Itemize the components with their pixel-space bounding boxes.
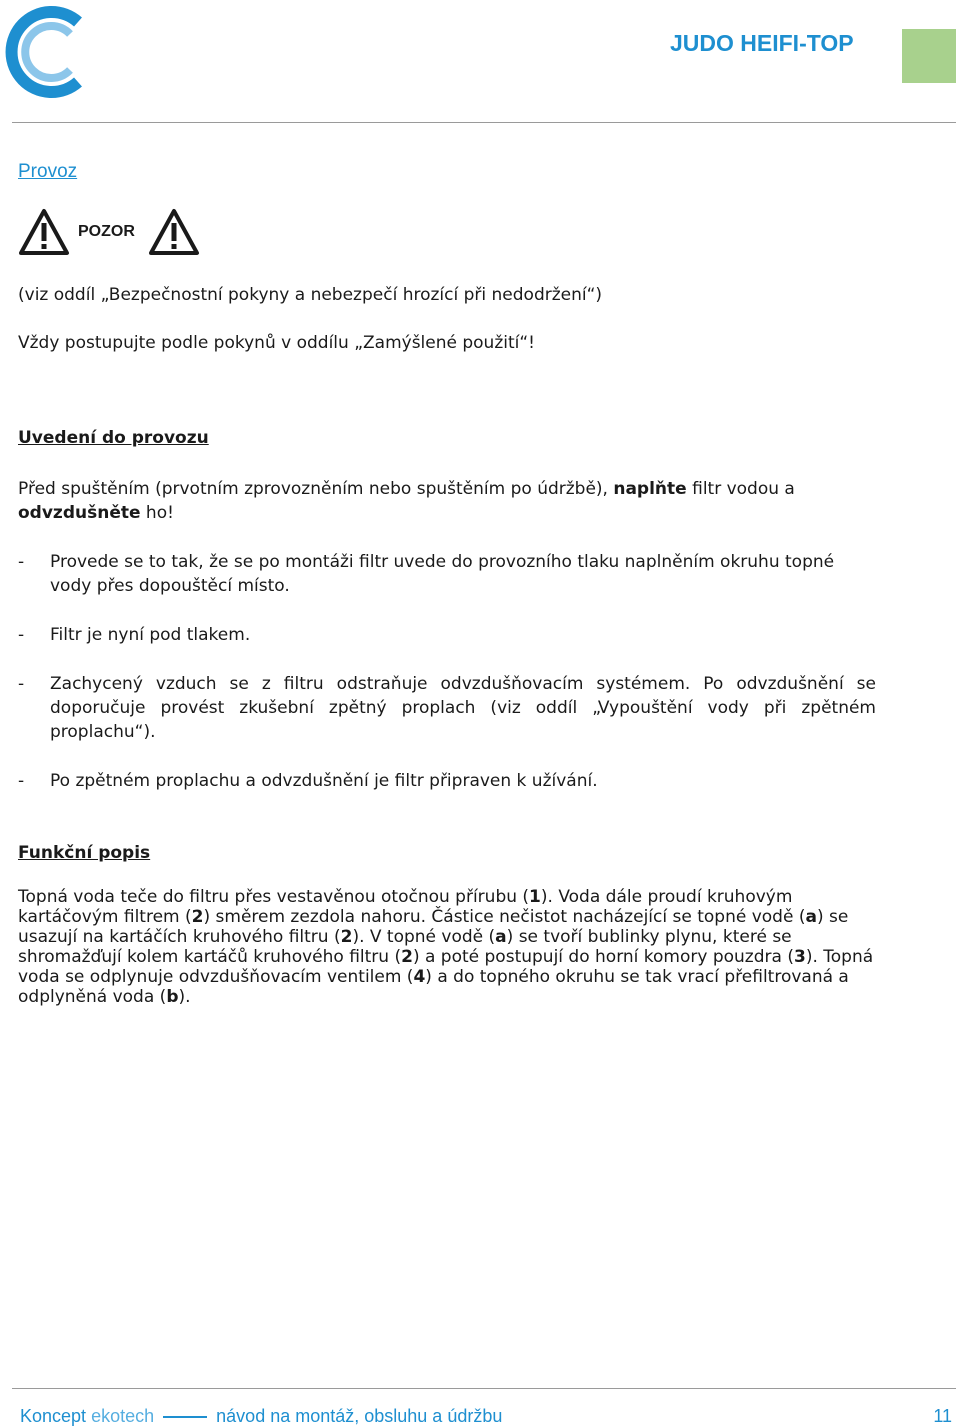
- commissioning-intro: Před spuštěním (prvotním zprovozněním nebo spuštěním po údržbě), naplňte filtr vodou a odvzdušněte ho!: [18, 479, 795, 523]
- intended-use-text: Vždy postupujte podle pokynů v oddílu „Zamýšlené použití“!: [18, 333, 535, 353]
- list-item: - Provede se to tak, že se po montáži filtr uvede do provozního tlaku naplněním okruhu topné vody přes dopouštěcí místo.: [18, 552, 835, 596]
- warning-triangle-icon: [18, 207, 70, 257]
- header-divider: [12, 122, 956, 123]
- footer-concept: Koncept: [20, 1406, 87, 1426]
- warning-triangle-icon: [148, 207, 200, 257]
- brand-green-box: [902, 29, 956, 83]
- warning-label: POZOR: [78, 223, 135, 240]
- footer-dash: [163, 1416, 207, 1418]
- footer-text: [20, 1406, 502, 1427]
- company-logo: [4, 4, 92, 100]
- list-item: - Zachycený vzduch se z filtru odstraňuje odvzdušňovacím systémem. Po odvzdušnění se doporučuje provést zkušební zpětný proplach (viz oddíl „Vypouštění vody při zpětném proplachu“).: [18, 674, 876, 742]
- footer-divider: [12, 1388, 956, 1389]
- function-description: Topná voda teče do filtru přes vestavěnou otočnou přírubu (1). Voda dále proudí kruhovým kartáčovým filtrem (2) směrem zezdola nahoru. Částice nečistot nacházející se topné vodě (a) se usazují na kartáčích kruhového filtru (2). V topné vodě (a) se tvoří bublinky plynu, které se shromažďují kolem kartáčů kruhového filtru (2) a poté postupují do horní komory pouzdra (3). Topná voda se odplynuje odvzdušňovacím ventilem (4) a do topného okruhu se tak vrací přefiltrovaná a odplyněná voda (b).: [18, 887, 874, 1007]
- section-heading-provoz: Provoz: [18, 161, 78, 182]
- section-heading-funkcni: Funkční popis: [18, 843, 151, 863]
- list-item: - Po zpětném proplachu a odvzdušnění je filtr připraven k užívání.: [18, 771, 598, 791]
- section-heading-uvedeni: Uvedení do provozu: [18, 428, 209, 448]
- brand-title: JUDO HEIFI-TOP: [670, 30, 854, 56]
- footer-subtitle: návod na montáž, obsluhu a údržbu: [216, 1406, 503, 1426]
- list-item: - Filtr je nyní pod tlakem.: [18, 625, 251, 645]
- footer-ekotech: ekotech: [91, 1406, 155, 1426]
- page-number: 11: [933, 1406, 952, 1426]
- safety-reference-text: (viz oddíl „Bezpečnostní pokyny a nebezpečí hrozící při nedodržení“): [18, 285, 603, 305]
